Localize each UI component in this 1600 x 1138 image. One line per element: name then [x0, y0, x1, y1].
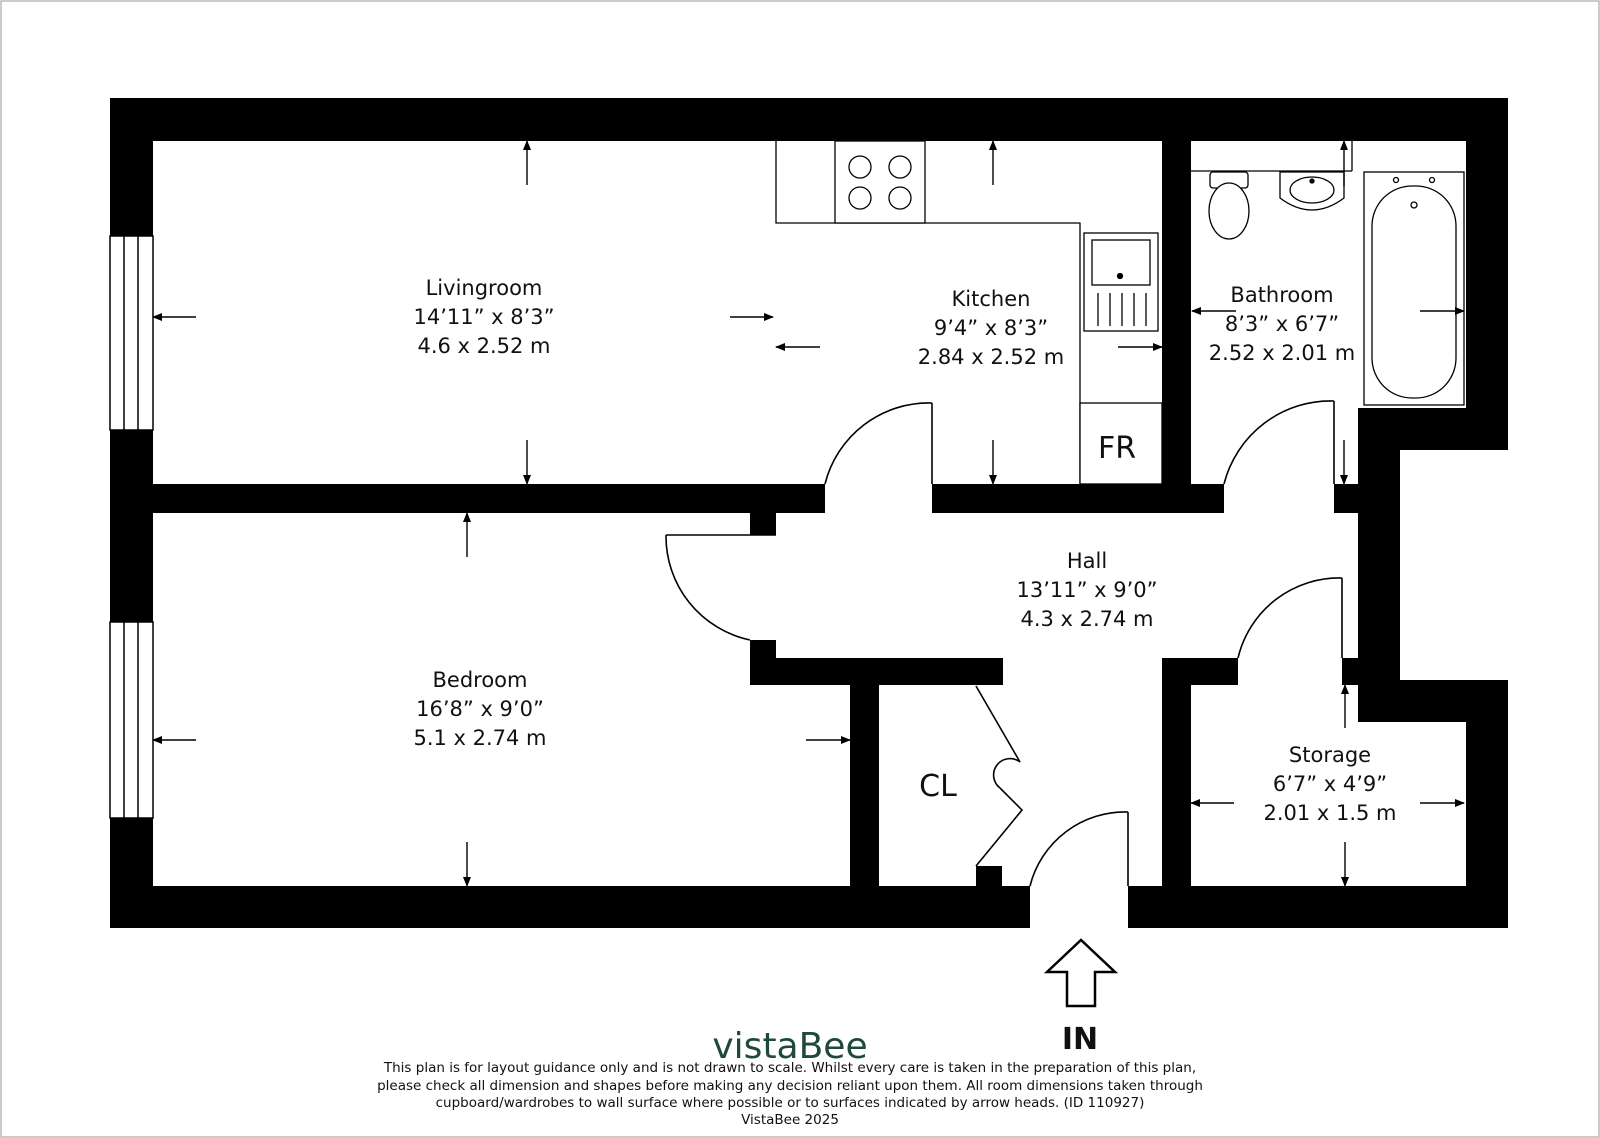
room-dim-imperial: 13’11” x 9’0” [1016, 578, 1158, 602]
room-name: Bedroom [432, 668, 528, 692]
room-dim-metric: 2.01 x 1.5 m [1263, 801, 1397, 825]
room-label-hall [1016, 549, 1157, 631]
room-name: Kitchen [951, 287, 1031, 311]
room-dim-imperial: 14’11” x 8’3” [413, 305, 555, 329]
room-dim-imperial: 16’8” x 9’0” [416, 697, 544, 721]
disclaimer-line: cupboard/wardrobes to wall surface where possible or to surfaces indicated by arrow heads. (ID 110927) [435, 1095, 1145, 1111]
room-name: Bathroom [1230, 283, 1334, 307]
disclaimer-line: This plan is for layout guidance only and is not drawn to scale. Whilst every care is taken in the preparation of this plan, [383, 1060, 1197, 1076]
room-dim-metric: 4.3 x 2.74 m [1020, 607, 1154, 631]
fridge-label: FR [1097, 431, 1137, 466]
room-label-bedroom [413, 668, 546, 750]
room-dim-metric: 2.84 x 2.52 m [917, 345, 1065, 369]
closet-label: CL [919, 769, 957, 804]
room-dim-metric: 2.52 x 2.01 m [1208, 341, 1356, 365]
entrance-arrow-icon [1047, 940, 1115, 1006]
room-label-bathroom [1209, 283, 1355, 365]
bathroom-fixtures [1191, 141, 1464, 405]
room-name: Livingroom [425, 276, 543, 300]
room-label-kitchen [918, 287, 1064, 369]
toilet-bowl [1209, 183, 1249, 239]
brand-logo: vistaBee [712, 1026, 868, 1067]
room-dim-imperial: 6’7” x 4’9” [1272, 772, 1388, 796]
cooktop [835, 141, 925, 223]
dimension-arrows [153, 141, 1464, 886]
room-name: Hall [1066, 549, 1108, 573]
room-dim-metric: 5.1 x 2.74 m [413, 726, 547, 750]
disclaimer-line: VistaBee 2025 [741, 1112, 839, 1128]
disclaimer-line: please check all dimension and shapes before making any decision reliant upon them. All room dimensions taken through [377, 1078, 1203, 1094]
room-dim-imperial: 9’4” x 8’3” [933, 316, 1049, 340]
room-dim-metric: 4.6 x 2.52 m [417, 334, 551, 358]
entrance-label: IN [1061, 1022, 1099, 1057]
disclaimer [377, 1060, 1203, 1128]
room-name: Storage [1288, 743, 1372, 767]
room-label-livingroom [413, 276, 554, 358]
room-dim-imperial: 8’3” x 6’7” [1224, 312, 1340, 336]
